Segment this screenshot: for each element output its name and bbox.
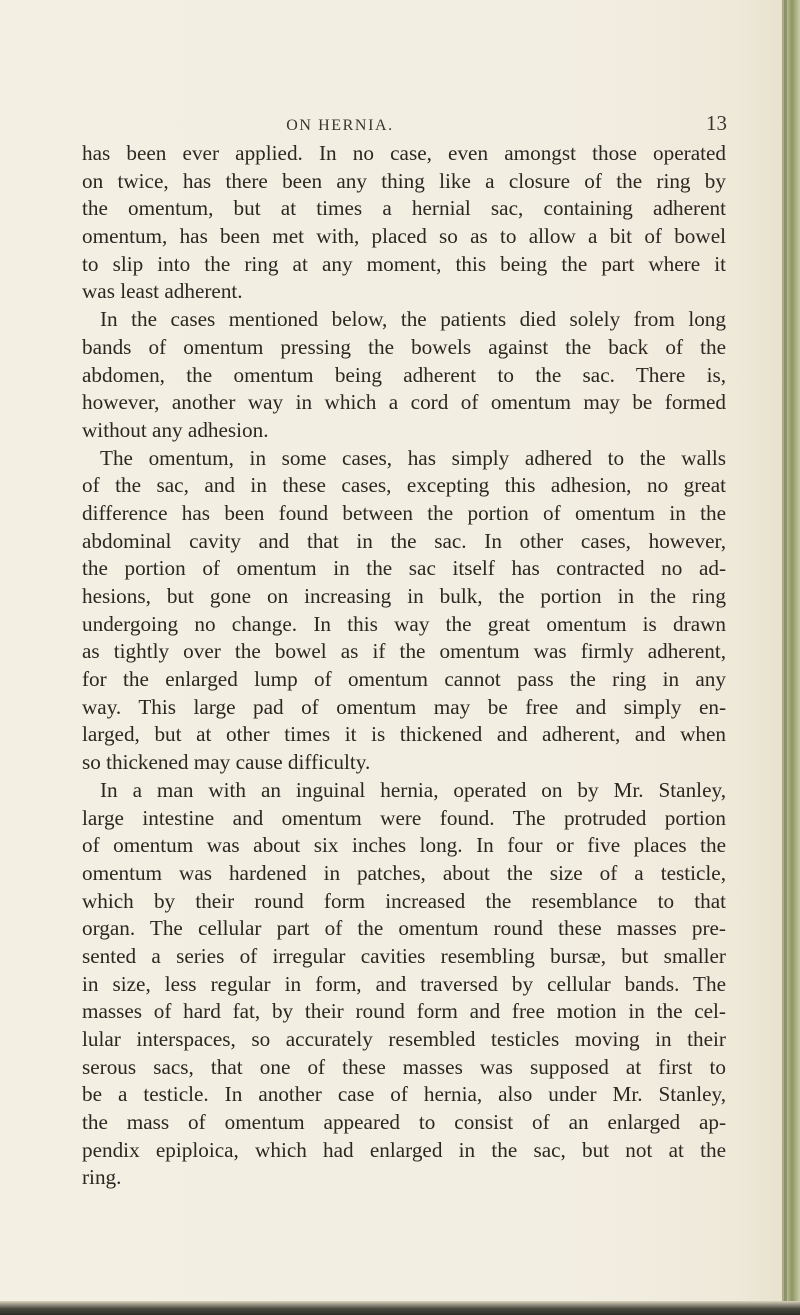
text-line: large intestine and omentum were found. The protruded portion: [82, 805, 726, 830]
running-head: ON HERNIA.: [286, 117, 394, 134]
text-line: has been ever applied. In no case, even amongst those operated: [82, 141, 726, 165]
text-line: ring.: [82, 1165, 122, 1190]
page-edge-bottom: [0, 1301, 800, 1315]
text-line: bands of omentum pressing the bowels against the back of the: [82, 334, 726, 359]
page-header: [0, 109, 800, 139]
text-line: for the enlarged lump of omentum cannot pass the ring in any: [82, 667, 726, 692]
text-line: sented a series of irregular cavities resembling bursæ, but smaller: [82, 943, 726, 968]
text-line: way. This large pad of omentum may be free and simply en-: [82, 694, 726, 719]
text-line: of the sac, and in these cases, excepting this adhesion, no great: [82, 473, 726, 498]
text-line: In the cases mentioned below, the patients died solely from long: [100, 307, 726, 332]
body-text: [82, 140, 726, 1192]
text-line: on twice, has there been any thing like a closure of the ring by: [82, 168, 726, 193]
text-line: in size, less regular in form, and traversed by cellular bands. The: [82, 971, 726, 996]
text-line: the omentum, but at times a hernial sac, containing adherent: [82, 196, 726, 221]
text-line: as tightly over the bowel as if the omentum was firmly adherent,: [82, 639, 726, 664]
text-line: pendix epiploica, which had enlarged in the sac, but not at the: [82, 1137, 726, 1162]
text-line: the portion of omentum in the sac itself has contracted no ad-: [82, 556, 726, 581]
text-line: masses of hard fat, by their round form and free motion in the cel-: [82, 999, 726, 1024]
text-line: abdominal cavity and that in the sac. In other cases, however,: [82, 528, 726, 553]
text-line: serous sacs, that one of these masses was supposed at first to: [82, 1054, 726, 1079]
text-line: difference has been found between the portion of omentum in the: [82, 500, 726, 525]
text-line: to slip into the ring at any moment, this being the part where it: [82, 251, 726, 276]
text-line: so thickened may cause difficulty.: [82, 750, 371, 775]
text-line: was least adherent.: [82, 279, 243, 304]
text-line: undergoing no change. In this way the great omentum is drawn: [82, 611, 726, 636]
text-line: omentum was hardened in patches, about the size of a testicle,: [82, 860, 726, 885]
text-line: larged, but at other times it is thickened and adherent, and when: [82, 722, 726, 747]
text-line: lular interspaces, so accurately resembled testicles moving in their: [82, 1027, 726, 1051]
page-number: 13: [706, 111, 727, 135]
text-line: however, another way in which a cord of omentum may be formed: [82, 390, 726, 415]
text-line: In a man with an inguinal hernia, operated on by Mr. Stanley,: [100, 777, 726, 802]
text-line: the mass of omentum appeared to consist of an enlarged ap-: [82, 1110, 726, 1135]
text-line: abdomen, the omentum being adherent to the sac. There is,: [82, 362, 726, 387]
text-line: which by their round form increased the resemblance to that: [82, 888, 726, 913]
page-edge-right: [782, 0, 800, 1315]
text-line: without any adhesion.: [82, 417, 269, 442]
text-line: be a testicle. In another case of hernia, also under Mr. Stanley,: [82, 1082, 726, 1107]
text-line: The omentum, in some cases, has simply adhered to the walls: [100, 445, 726, 470]
text-line: omentum, has been met with, placed so as to allow a bit of bowel: [82, 224, 726, 249]
text-line: organ. The cellular part of the omentum round these masses pre-: [82, 916, 726, 941]
text-line: hesions, but gone on increasing in bulk, the portion in the ring: [82, 584, 726, 608]
text-line: of omentum was about six inches long. In four or five places the: [82, 833, 726, 858]
